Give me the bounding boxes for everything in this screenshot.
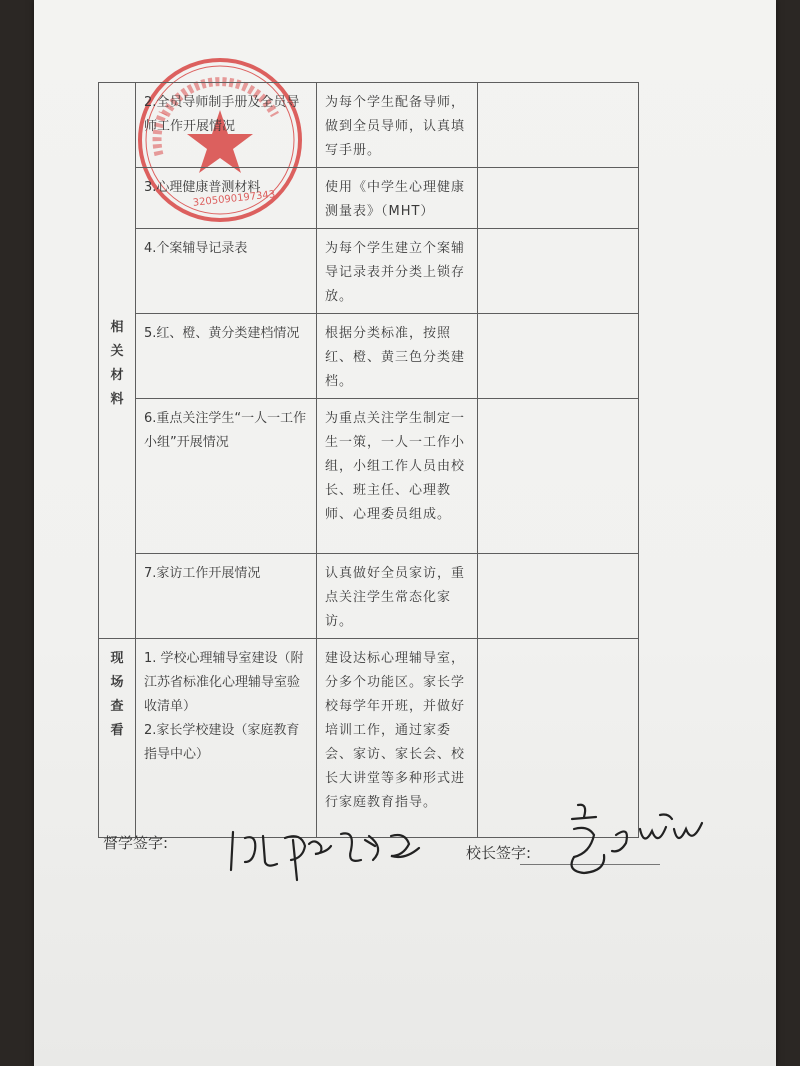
table-row [99, 168, 639, 229]
principal-handwritten-signature [560, 795, 720, 885]
requirement-cell: 为每个学生建立个案辅导记录表并分类上锁存放。 [317, 229, 478, 314]
requirement-cell: 根据分类标准，按照红、橙、黄三色分类建档。 [317, 314, 478, 399]
result-cell [478, 554, 639, 639]
item-cell: 1. 学校心理辅导室建设（附江苏省标准化心理辅导室验收清单） 2.家长学校建设（家庭教育指导中心） [136, 639, 317, 838]
supervisor-handwritten-signature [205, 810, 435, 890]
table-row [99, 83, 639, 168]
supervisor-signature-label: 督学签字: [103, 834, 169, 852]
requirement-cell: 建设达标心理辅导室，分多个功能区。家长学校每学年开班，并做好培训工作，通过家委会、家访、家长会、校长大讲堂等多种形式进行家庭教育指导。 [317, 639, 478, 838]
result-cell [478, 314, 639, 399]
table-row [99, 639, 639, 838]
requirement-cell: 为重点关注学生制定一生一策，一人一工作小组，小组工作人员由校长、班主任、心理教师、心理委员组成。 [317, 399, 478, 554]
item-cell: 5.红、橙、黄分类建档情况 [136, 314, 317, 399]
requirement-cell: 认真做好全员家访，重点关注学生常态化家访。 [317, 554, 478, 639]
result-cell [478, 229, 639, 314]
item-cell: 3.心理健康普测材料 [136, 168, 317, 229]
result-cell [478, 168, 639, 229]
requirement-cell: 使用《中学生心理健康测量表》（MHT） [317, 168, 478, 229]
category-site-check: 现 场 查 看 [99, 639, 136, 838]
item-cell: 6.重点关注学生“一人一工作小组”开展情况 [136, 399, 317, 554]
result-cell [478, 399, 639, 554]
result-cell [478, 83, 639, 168]
category-materials: 相 关 材 料 [99, 83, 136, 639]
table-row [99, 314, 639, 399]
requirement-cell: 为每个学生配备导师，做到全员导师，认真填写手册。 [317, 83, 478, 168]
svg-text:3205090197343: 3205090197343 [192, 189, 276, 209]
item-cell: 7.家访工作开展情况 [136, 554, 317, 639]
table-row [99, 229, 639, 314]
item-cell: 2.全员导师制手册及全员导师工作开展情况 [136, 83, 317, 168]
principal-signature-label: 校长签字: [466, 844, 532, 862]
inspection-table [98, 82, 639, 838]
table-row [99, 399, 639, 554]
table-row [99, 554, 639, 639]
item-cell: 4.个案辅导记录表 [136, 229, 317, 314]
